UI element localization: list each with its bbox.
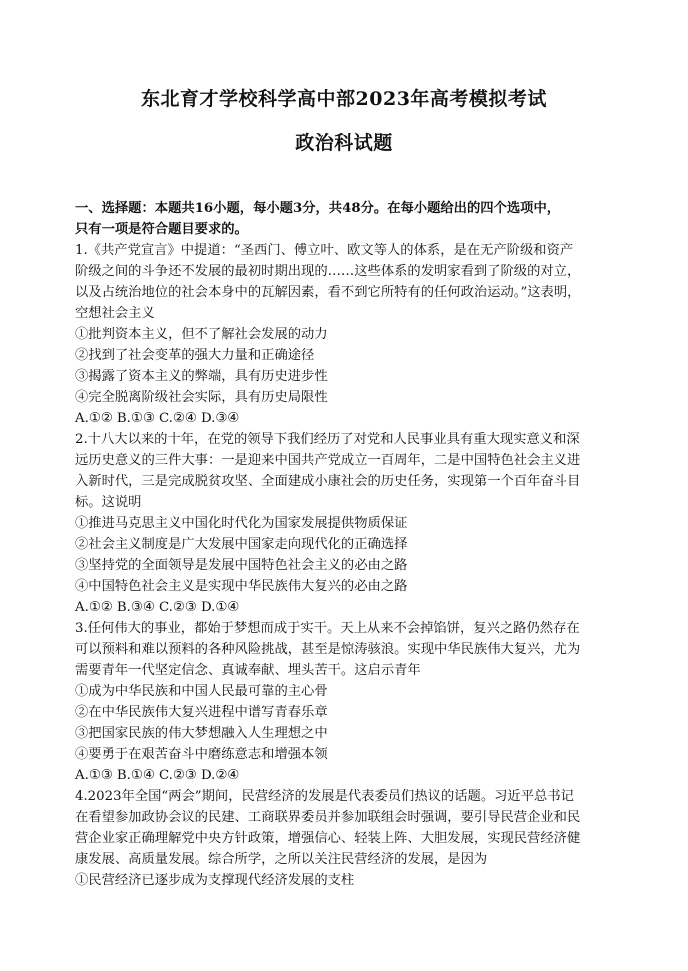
question-1-option: ③揭露了资本主义的弊端，具有历史进步性 <box>75 369 328 384</box>
question-3-option: ④要勇于在艰苦奋斗中磨练意志和增强本领 <box>75 747 328 762</box>
question-3-answers: A.①③ B.①④ C.②③ D.②④ <box>75 768 240 783</box>
question-3-option: ③把国家民族的伟大梦想融入人生理想之中 <box>75 726 328 741</box>
question-2-option: ①推进马克思主义中国化时代化为国家发展提供物质保证 <box>75 516 408 531</box>
question-1-option: ②找到了社会变革的强大力量和正确途径 <box>75 348 315 363</box>
question-3-option: ①成为中华民族和中国人民最可靠的主心骨 <box>75 684 328 699</box>
question-1-stem: 以及占统治地位的社会本身中的瓦解因素，看不到它所特有的任何政治运动。”这表明， <box>75 285 581 300</box>
question-1-option: ①批判资本主义，但不了解社会发展的动力 <box>75 327 328 342</box>
question-3-stem: 可以预料和难以预料的各种风险挑战，甚至是惊涛骇浪。实现中华民族伟大复兴，尤为 <box>75 642 581 657</box>
question-2-stem: 标。这说明 <box>75 495 142 510</box>
question-1-stem: 阶级之间的斗争还不发展的最初时期出现的……这些体系的发明家看到了阶级的对立， <box>75 264 581 279</box>
exam-body <box>75 198 623 891</box>
question-4-stem: 4.2023年全国“两会”期间，民营经济的发展是代表委员们热议的话题。习近平总书记 <box>75 789 574 804</box>
section-heading-line: 一、选择题：本题共16小题，每小题3分，共48分。在每小题给出的四个选项中， <box>75 201 561 216</box>
question-4-stem: 营企业家正确理解党中央方针政策，增强信心、轻装上阵、大胆发展，实现民营经济健 <box>75 831 581 846</box>
question-2-option: ③坚持党的全面领导是发展中国特色社会主义的必由之路 <box>75 558 408 573</box>
question-2-answers: A.①② B.③④ C.②③ D.①④ <box>75 600 240 615</box>
question-2-stem: 远历史意义的三件大事：一是迎来中国共产党成立一百周年，二是中国特色社会主义进 <box>75 453 581 468</box>
question-1-option: ④完全脱离阶级社会实际，具有历史局限性 <box>75 390 328 405</box>
question-1-stem: 1.《共产党宣言》中提道：“圣西门、傅立叶、欧文等人的体系，是在无产阶级和资产 <box>75 243 574 258</box>
question-2-option: ④中国特色社会主义是实现中华民族伟大复兴的必由之路 <box>75 579 408 594</box>
exam-subtitle: 政治科试题 <box>295 132 393 154</box>
question-1-answers: A.①② B.①③ C.②④ D.③④ <box>75 411 240 426</box>
question-3-option: ②在中华民族伟大复兴进程中谱写青春乐章 <box>75 705 328 720</box>
question-2-stem: 2.十八大以来的十年，在党的领导下我们经历了对党和人民事业具有重大现实意义和深 <box>75 432 580 447</box>
question-4-stem: 康发展、高质量发展。综合所学，之所以关注民营经济的发展，是因为 <box>75 852 488 867</box>
question-2-option: ②社会主义制度是广大发展中国家走向现代化的正确选择 <box>75 537 408 552</box>
section-heading-line: 只有一项是符合题目要求的。 <box>75 222 248 237</box>
question-3-stem: 需要青年一代坚定信念、真诚奉献、埋头苦干。这启示青年 <box>75 663 421 678</box>
question-4-option: ①民营经济已逐步成为支撑现代经济发展的支柱 <box>75 873 355 888</box>
question-1-stem: 空想社会主义 <box>75 306 155 321</box>
question-2-stem: 入新时代，三是完成脱贫攻坚、全面建成小康社会的历史任务，实现第一个百年奋斗目 <box>75 474 581 489</box>
exam-title: 东北育才学校科学高中部2023年高考模拟考试 <box>141 88 547 110</box>
question-3-stem: 3.任何伟大的事业，都始于梦想而成于实干。天上从来不会掉馅饼，复兴之路仍然存在 <box>75 621 580 636</box>
question-4-stem: 在看望参加政协会议的民建、工商联界委员并参加联组会时强调，要引导民营企业和民 <box>75 810 581 825</box>
